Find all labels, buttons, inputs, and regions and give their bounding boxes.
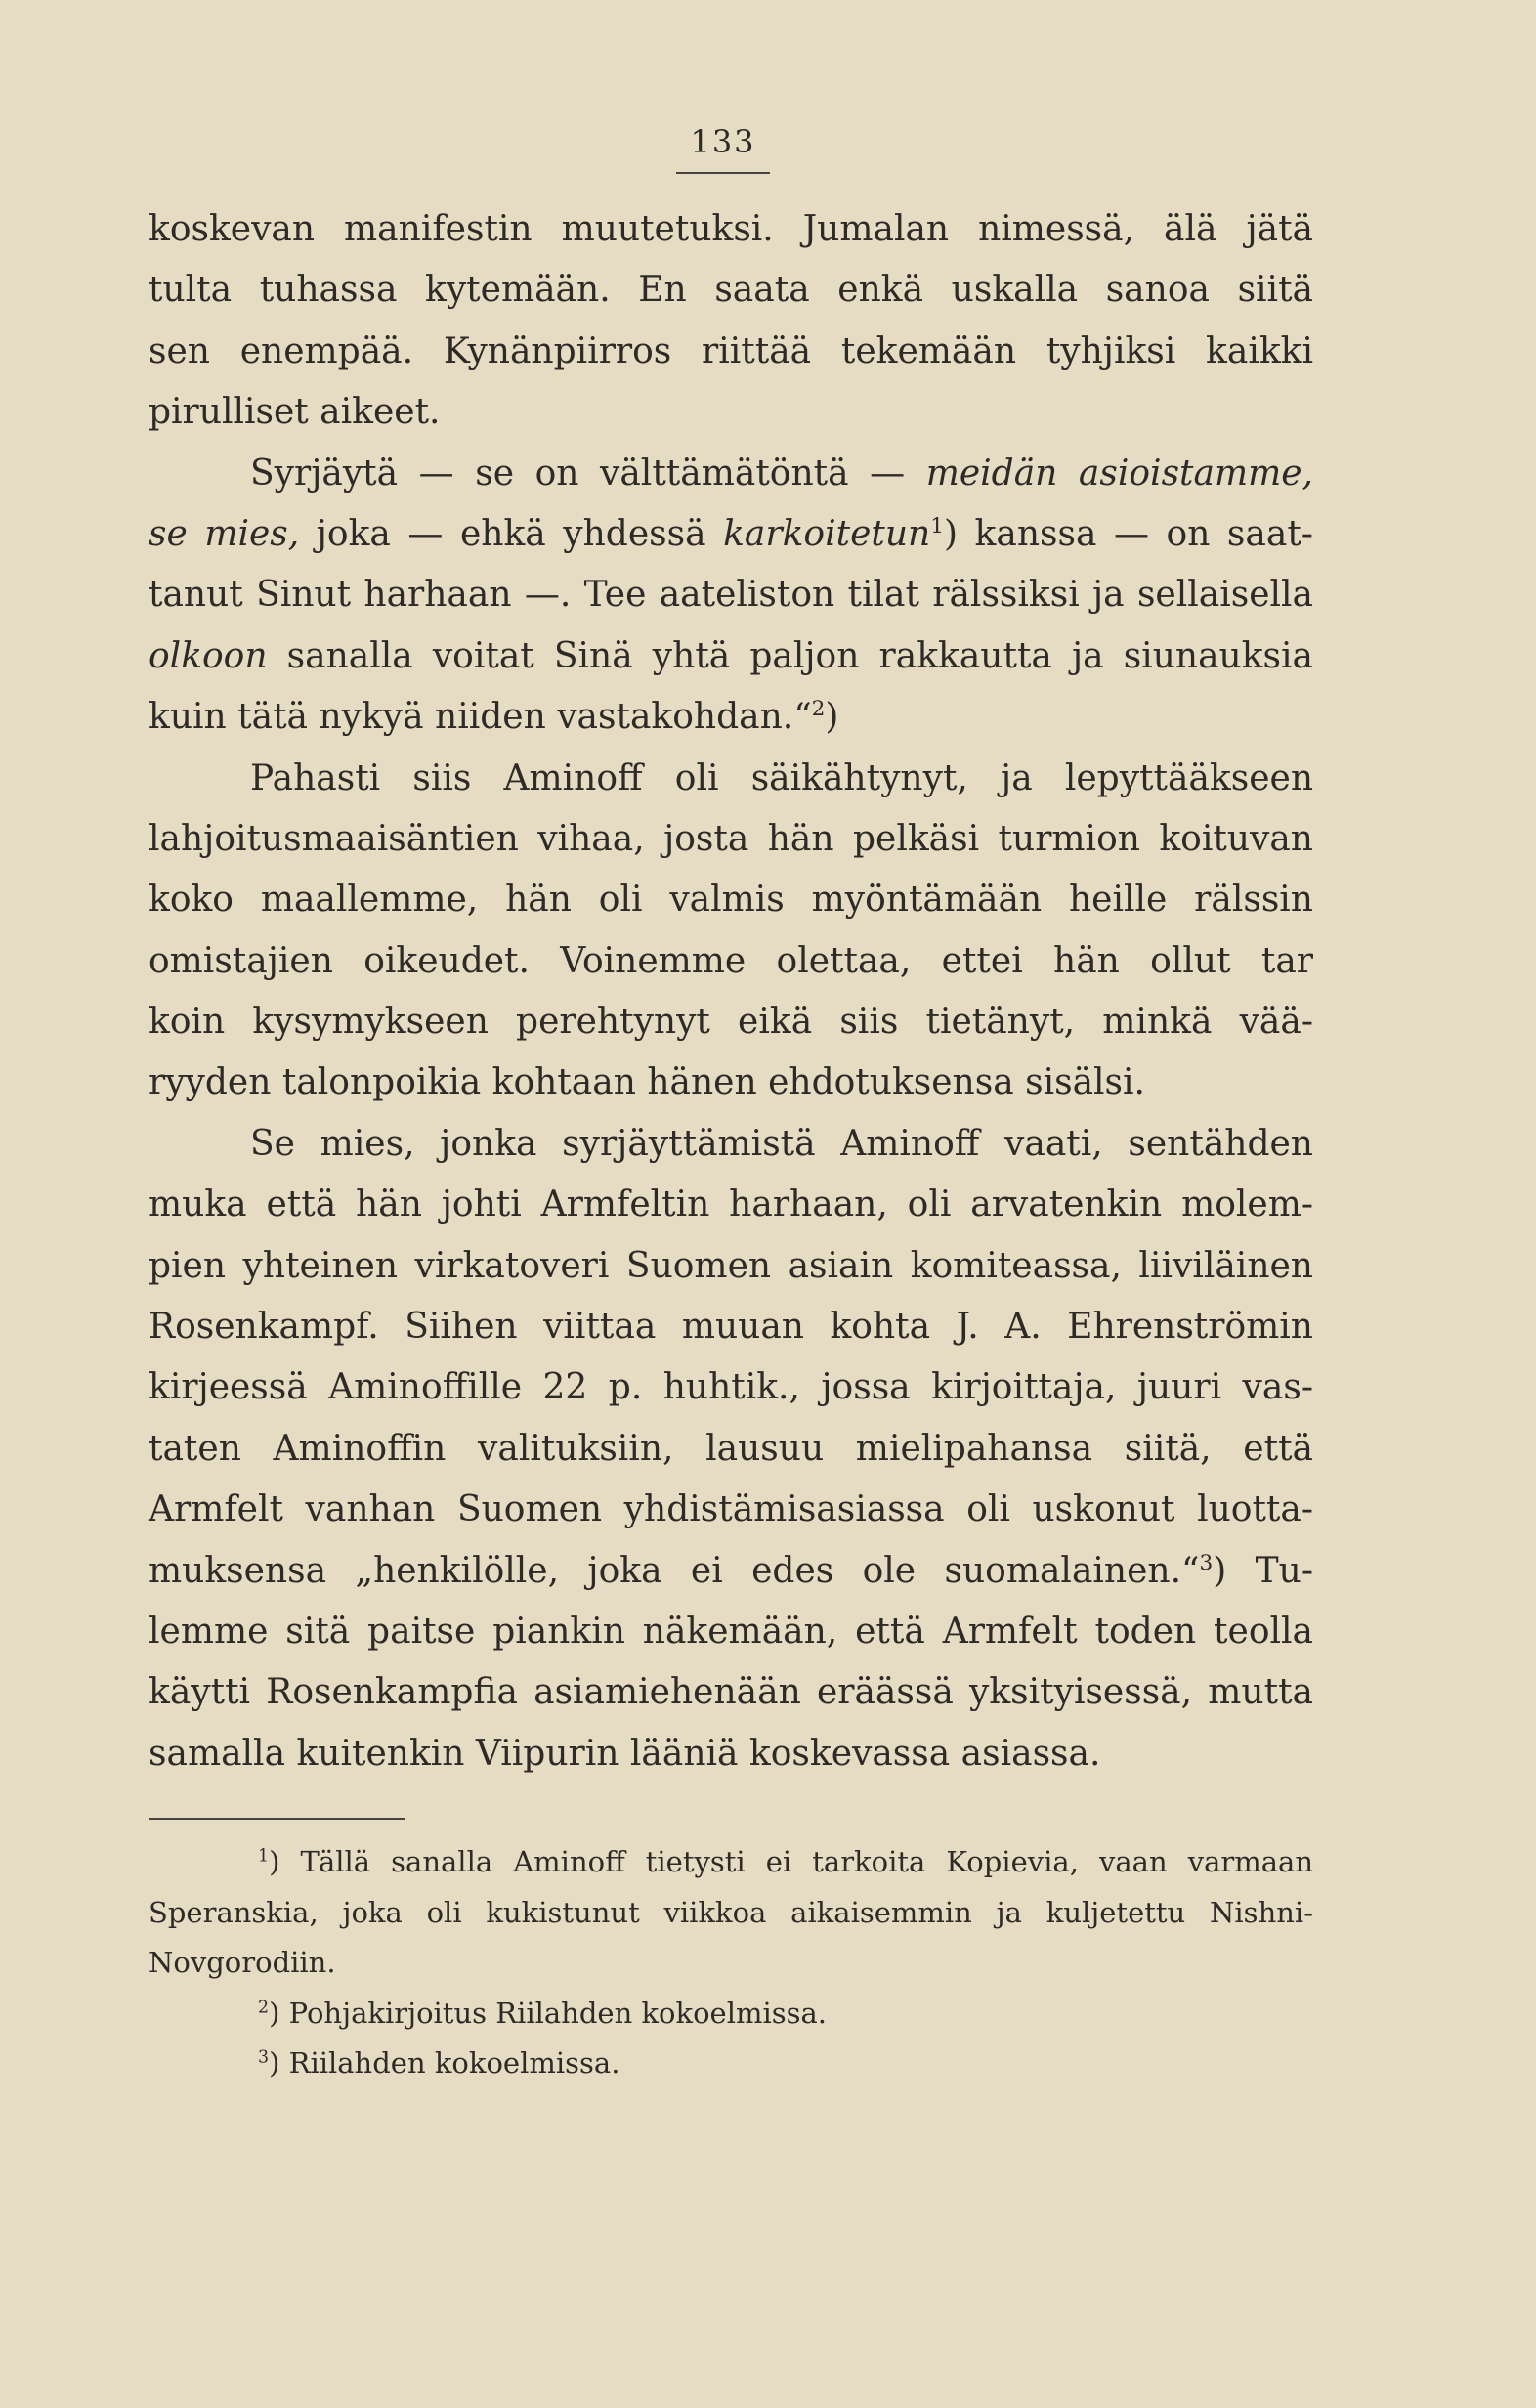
text-line: koin kysymykseen perehtynyt eikä siis tietänyt, minkä vää- bbox=[149, 1002, 1313, 1043]
text-line bbox=[149, 626, 1313, 687]
footnote-line: Speranskia, joka oli kukistunut viikkoa aikaisemmin ja kuljetettu Nishni- bbox=[149, 1895, 1313, 1929]
footnote-marker: 2 bbox=[258, 1998, 270, 2018]
text-line: muka että hän johti Armfeltin harhaan, oli arvatenkin molem- bbox=[149, 1184, 1313, 1226]
footnote-marker: 1 bbox=[258, 1846, 270, 1867]
text-line bbox=[149, 687, 1313, 748]
text-segment: sanalla voitat Sinä yhtä paljon rakkautta ja siunauksia bbox=[286, 635, 1313, 676]
italic-phrase: karkoitetun bbox=[723, 513, 931, 554]
text-segment: Syrjäytä — se on välttämätöntä — bbox=[250, 452, 906, 494]
page-number: 133 bbox=[690, 123, 756, 160]
text-line: ryyden talonpoikia kohtaan hänen ehdotuksensa sisälsi. bbox=[149, 1062, 1145, 1103]
text-line: omistajien oikeudet. Voinemme olettaa, ettei hän ollut tar bbox=[149, 940, 1313, 981]
footnote-line bbox=[149, 1989, 1313, 2040]
footnote-rule bbox=[149, 1818, 405, 1820]
text-line: tulta tuhassa kytemään. En saata enkä uskalla sanoa siitä bbox=[149, 270, 1313, 311]
text-line: kirjeessä Aminoffille 22 p. huhtik., jossa kirjoittaja, juuri vas- bbox=[149, 1367, 1313, 1408]
italic-phrase: se mies, bbox=[149, 513, 300, 554]
text-line bbox=[149, 1541, 1313, 1602]
text-segment: ) Tu- bbox=[1213, 1550, 1313, 1591]
text-segment: ) kanssa — on saat- bbox=[943, 513, 1313, 554]
footnote-ref: 3 bbox=[1199, 1550, 1214, 1575]
text-line: Se mies, jonka syrjäyttämistä Aminoff vaati, sentähden bbox=[250, 1123, 1313, 1164]
text-segment: ) bbox=[825, 697, 839, 738]
text-line: sen enempää. Kynänpiirros riittää tekemään tyhjiksi kaikki bbox=[149, 330, 1313, 371]
text-line: koko maallemme, hän oli valmis myöntämään heille rälssin bbox=[149, 880, 1313, 921]
footnote-line bbox=[149, 2039, 1313, 2089]
body-text bbox=[149, 199, 1313, 1784]
footnote-marker: 3 bbox=[258, 2047, 270, 2068]
footnote-text: ) Tällä sanalla Aminoff tietysti ei tarkoita Kopievia, vaan varmaan bbox=[269, 1845, 1313, 1878]
text-line: pirulliset aikeet. bbox=[149, 392, 441, 433]
text-line: koskevan manifestin muutetuksi. Jumalan nimessä, älä jätä bbox=[149, 209, 1313, 249]
text-line bbox=[149, 504, 1313, 565]
footnote-text: ) Pohjakirjoitus Riilahden kokoelmissa. bbox=[269, 1996, 828, 2030]
footnotes bbox=[149, 1837, 1313, 2089]
footnote-ref: 1 bbox=[930, 513, 944, 538]
text-line: Armfelt vanhan Suomen yhdistämisasiassa oli uskonut luotta- bbox=[149, 1489, 1313, 1530]
text-segment: joka — ehkä yhdessä bbox=[316, 513, 706, 554]
text-line bbox=[149, 444, 1313, 504]
text-line: tanut Sinut harhaan —. Tee aateliston tilat rälssiksi ja sellaisella bbox=[149, 575, 1313, 616]
text-line: pien yhteinen virkatoveri Suomen asiain komiteassa, liiviläinen bbox=[149, 1245, 1313, 1286]
text-line: samalla kuitenkin Viipurin lääniä koskevassa asiassa. bbox=[149, 1733, 1101, 1774]
text-line: taten Aminoffin valituksiin, lausuu mielipahansa siitä, että bbox=[149, 1428, 1313, 1469]
footnote-line bbox=[149, 1837, 1313, 1888]
footnote-line: Novgorodiin. bbox=[149, 1946, 336, 1980]
text-line: Rosenkampf. Siihen viittaa muuan kohta J. A. Ehrenströmin bbox=[149, 1307, 1313, 1348]
page-number-rule bbox=[676, 172, 770, 174]
text-line: lemme sitä paitse piankin näkemään, että Armfelt toden teolla bbox=[149, 1611, 1313, 1652]
italic-phrase: meidän asioistamme, bbox=[925, 452, 1313, 494]
text-line: käytti Rosenkampfia asiamiehenään eräässä yksityisessä, mutta bbox=[149, 1672, 1313, 1713]
text-line: lahjoitusmaaisäntien vihaa, josta hän pelkäsi turmion koituvan bbox=[149, 818, 1313, 859]
footnote-ref: 2 bbox=[811, 697, 826, 722]
italic-phrase: olkoon bbox=[149, 635, 268, 676]
text-segment: muksensa „henkilölle, joka ei edes ole suomalainen.“ bbox=[149, 1550, 1200, 1591]
text-line: Pahasti siis Aminoff oli säikähtynyt, ja lepyttääkseen bbox=[250, 757, 1313, 798]
footnote-text: ) Riilahden kokoelmissa. bbox=[269, 2046, 620, 2081]
text-segment: kuin tätä nykyä niiden vastakohdan.“ bbox=[149, 697, 812, 738]
